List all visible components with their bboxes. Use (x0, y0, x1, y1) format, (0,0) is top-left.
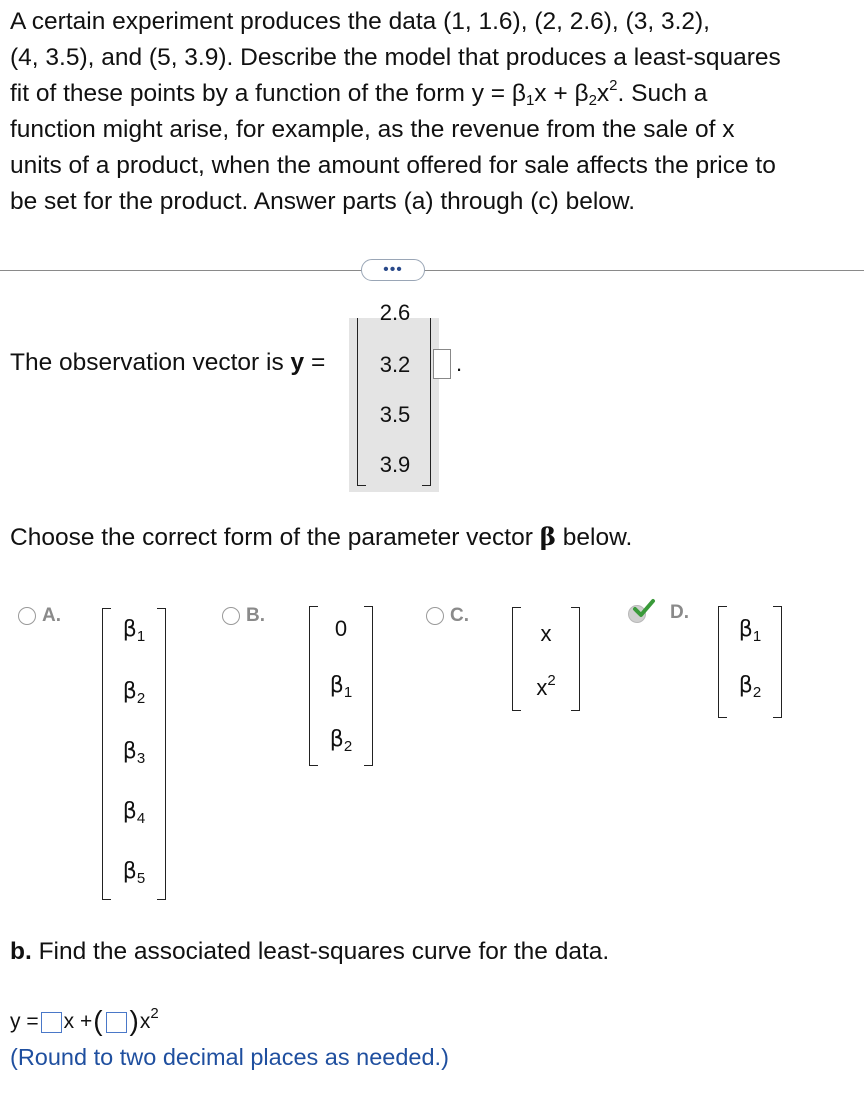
option-b-matrix (309, 606, 373, 766)
question-line-4: function might arise, for example, as the revenue from the sale of x (10, 116, 735, 143)
question-line-1: A certain experiment produces the data (1, 1.6), (2, 2.6), (3, 3.2), (10, 8, 710, 35)
part-b-prompt: b. Find the associated least-squares curve for the data. (10, 938, 610, 965)
observation-label: The observation vector is y = (10, 349, 326, 376)
vector-entry: 3.5 (379, 402, 411, 427)
question-line-3: fit of these points by a function of the form $y = \beta_1x + \beta_2x^2$. Such a (10, 77, 708, 109)
option-b-radio[interactable] (222, 605, 265, 627)
section-divider (0, 270, 864, 271)
observation-vector (357, 300, 431, 486)
option-letter: B. (246, 605, 265, 626)
beta1-input[interactable] (41, 1012, 62, 1033)
matrix-entry: $\beta_1$ (122, 617, 146, 645)
eq-x2-label: x (139, 1010, 151, 1033)
more-options-button[interactable]: ••• (361, 259, 425, 281)
matrix-entry: $\beta_2$ (738, 673, 762, 701)
open-paren: ( (93, 1005, 103, 1036)
beta2-input[interactable] (106, 1012, 127, 1033)
option-letter: A. (42, 605, 61, 626)
matrix-entry: $\beta_2$ (329, 727, 353, 755)
option-c-matrix (512, 607, 580, 711)
radio-icon[interactable] (426, 607, 444, 625)
matrix-entry: x (540, 621, 552, 646)
question-line-2: (4, 3.5), and (5, 3.9). Describe the model that produces a least-squares (10, 44, 781, 71)
radio-icon[interactable] (628, 602, 650, 624)
option-a-matrix (102, 608, 166, 900)
eq-x-label: x + (63, 1010, 93, 1033)
option-d-radio[interactable] (628, 602, 689, 624)
close-paren: ) (129, 1005, 139, 1036)
question-text (10, 4, 850, 220)
matrix-entry: $\beta_5$ (122, 859, 146, 887)
answer-slot[interactable] (433, 349, 451, 379)
question-line-6: be set for the product. Answer parts (a) through (c) below. (10, 188, 636, 215)
matrix-entry: $\beta_2$ (122, 679, 146, 707)
matrix-entry: $\beta_4$ (122, 799, 146, 827)
vector-entry: 3.9 (379, 452, 411, 477)
matrix-entry: 0 (334, 616, 348, 641)
matrix-entry: $\beta_3$ (122, 739, 146, 767)
option-letter: D. (670, 602, 689, 623)
matrix-entry: $\beta_1$ (738, 617, 762, 645)
period: . (456, 351, 463, 376)
model-form: $y = \beta_1x + \beta_2x^2$ (471, 77, 618, 109)
curve-equation (10, 1006, 159, 1038)
checkmark-icon (632, 598, 656, 620)
choose-prompt: Choose the correct form of the parameter vector β below. (10, 522, 633, 551)
radio-icon[interactable] (222, 607, 240, 625)
vector-entry: 2.6 (379, 300, 411, 325)
question-line-5: units of a product, when the amount offered for sale affects the price to (10, 152, 776, 179)
matrix-entry: $x^2$ (536, 672, 556, 700)
vector-entry: 3.2 (379, 352, 411, 377)
option-letter: C. (450, 605, 469, 626)
rounding-note: (Round to two decimal places as needed.) (10, 1044, 449, 1070)
option-c-radio[interactable] (426, 605, 469, 627)
matrix-entry: $\beta_1$ (329, 673, 353, 701)
eq-y-label: y = (10, 1010, 39, 1033)
option-d-matrix (718, 606, 782, 718)
eq-exponent: 2 (150, 1004, 159, 1022)
option-a-radio[interactable] (18, 605, 61, 627)
radio-icon[interactable] (18, 607, 36, 625)
